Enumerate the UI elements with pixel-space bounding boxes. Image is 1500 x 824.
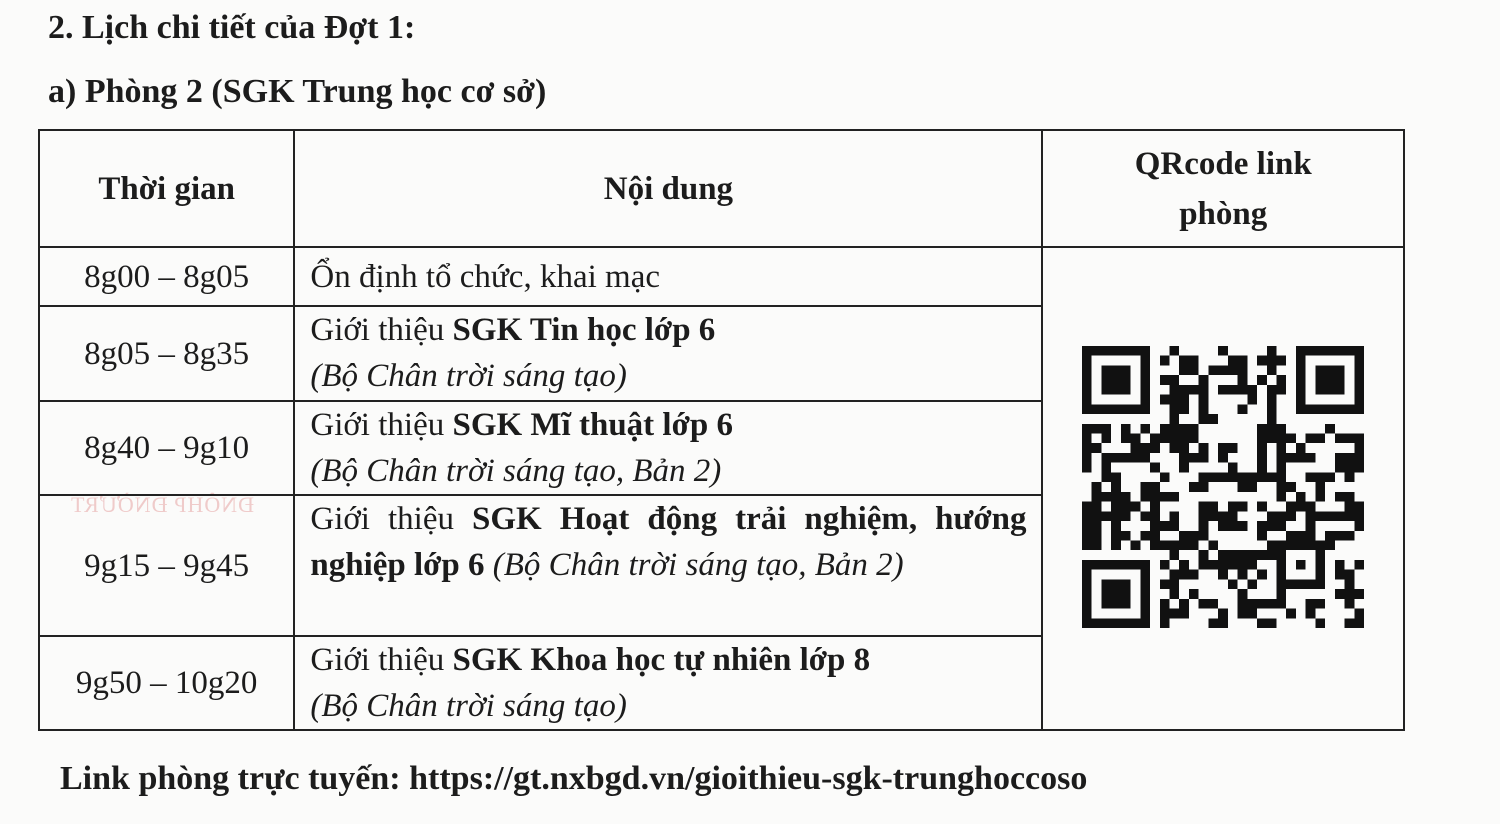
stamp-watermark: ĐNÔHP ĐNỜƯRT [70,492,254,517]
content-series: (Bộ Chân trời sáng tạo, Bản 2) [492,547,904,583]
qr-cell [1042,247,1404,730]
row-content [294,401,1042,495]
schedule-table [38,129,1405,731]
content-series: (Bộ Chân trời sáng tạo, Bản 2) [310,453,722,489]
row-content [294,495,1042,636]
header-qr-line1: QRcode link [1134,145,1312,182]
content-prefix: Giới thiệu [310,642,453,678]
table-header-row [39,130,1404,247]
content-title: SGK Mĩ thuật lớp 6 [452,407,733,443]
header-qr [1042,130,1404,247]
section-heading: 2. Lịch chi tiết của Đợt 1: [48,9,416,46]
row-time: 9g15 – 9g45 [39,495,294,636]
row-time: 8g40 – 9g10 [39,401,294,495]
row-content [294,247,1042,306]
content-text: Ổn định tổ chức, khai mạc [310,258,660,295]
row-time: 8g05 – 8g35 [39,306,294,401]
content-series: (Bộ Chân trời sáng tạo) [310,358,627,394]
qr-code-icon [1082,343,1364,631]
header-qr-line2: phòng [1179,195,1268,232]
content-prefix: Giới thiệu [310,312,453,348]
table-row [39,247,1404,306]
row-content [294,636,1042,730]
row-time: 9g50 – 10g20 [39,636,294,730]
content-prefix: Giới thiệu [310,407,453,443]
content-series: (Bộ Chân trời sáng tạo) [310,688,627,724]
content-title: SGK Hoạt động trải nghiệm, hướng nghiệp lớp 6 [310,501,1027,583]
row-content [294,306,1042,401]
subsection-heading: a) Phòng 2 (SGK Trung học cơ sở) [48,73,547,110]
online-room-link[interactable]: Link phòng trực tuyến: https://gt.nxbgd.vn/gioithieu-sgk-trunghoccoso [60,760,1088,797]
header-content: Nội dung [294,130,1042,247]
header-time: Thời gian [39,130,294,247]
content-prefix: Giới thiệu [310,501,472,537]
row-time: 8g00 – 8g05 [39,247,294,306]
content-title: SGK Khoa học tự nhiên lớp 8 [452,642,871,678]
content-title: SGK Tin học lớp 6 [452,312,716,348]
